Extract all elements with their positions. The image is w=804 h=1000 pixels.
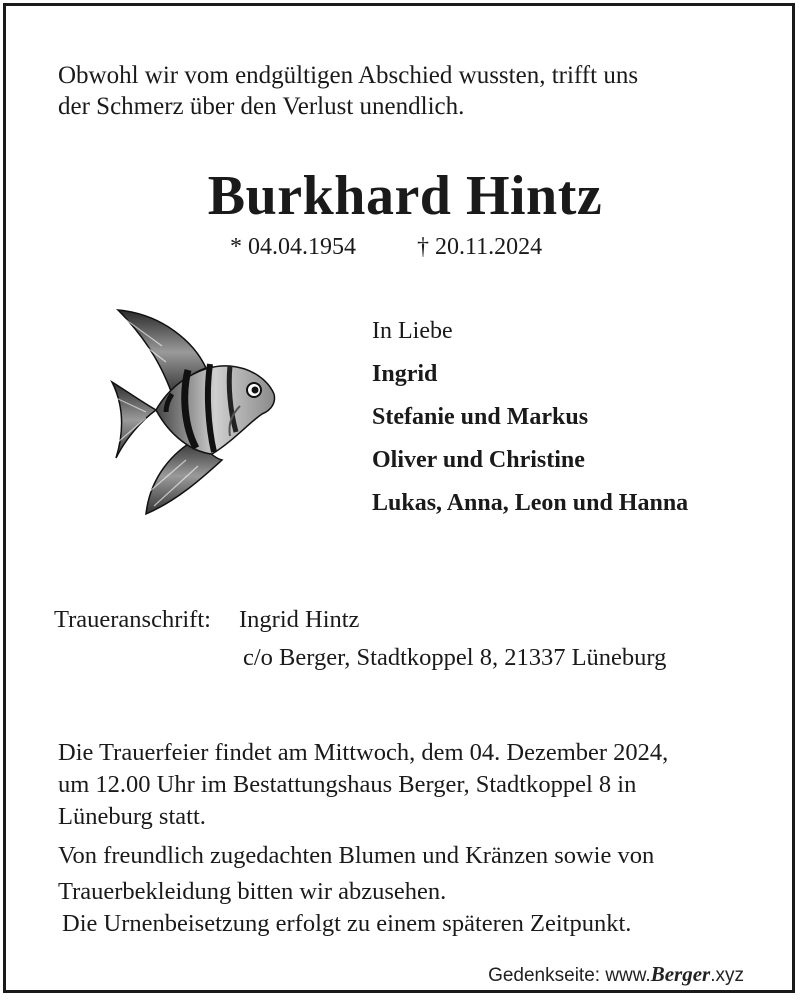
ceremony-line-1: Die Trauerfeier findet am Mittwoch, dem 04. Dezember 2024, [58, 739, 669, 766]
intro-text [58, 60, 638, 122]
mourner-name: Lukas, Anna, Leon und Hanna [372, 490, 689, 516]
mourner-name: Ingrid [372, 361, 438, 387]
flowers-line-1: Von freundlich zugedachten Blumen und Kränzen sowie von [58, 842, 655, 869]
memorial-page-link[interactable] [488, 962, 744, 987]
deceased-name: Burkhard Hintz [207, 165, 603, 227]
address-line-1: Ingrid Hintz [239, 606, 360, 633]
ceremony-notice [58, 737, 668, 833]
address-line-2: c/o Berger, Stadtkoppel 8, 21337 Lüneburg [243, 644, 667, 671]
mourner-name: Stefanie und Markus [372, 404, 589, 430]
intro-line-1: Obwohl wir vom endgültigen Abschied wussten, trifft uns [58, 62, 639, 89]
mourners-block [372, 314, 688, 529]
ceremony-line-3: Lüneburg statt. [58, 803, 206, 830]
flowers-notice [58, 838, 654, 910]
intro-line-2: der Schmerz über den Verlust unendlich. [58, 93, 465, 120]
mourners-label: In Liebe [372, 318, 453, 344]
urn-notice: Die Urnenbeisetzung erfolgt zu einem späteren Zeitpunkt. [62, 910, 632, 937]
footer-prefix: Gedenkseite: www. [488, 965, 651, 986]
mourner-name: Oliver und Christine [372, 447, 585, 473]
ceremony-line-2: um 12.00 Uhr im Bestattungshaus Berger, Stadtkoppel 8 in [58, 771, 637, 798]
obituary-card [3, 3, 795, 993]
death-date: † 20.11.2024 [417, 234, 543, 260]
footer-brand-logo: Berger [650, 962, 711, 986]
flowers-line-2: Trauerbekleidung bitten wir abzusehen. [58, 878, 447, 905]
address-label: Traueranschrift: [54, 606, 211, 633]
angelfish-icon [102, 302, 282, 524]
footer-suffix: .xyz [710, 965, 744, 986]
birth-date: * 04.04.1954 [230, 234, 356, 260]
